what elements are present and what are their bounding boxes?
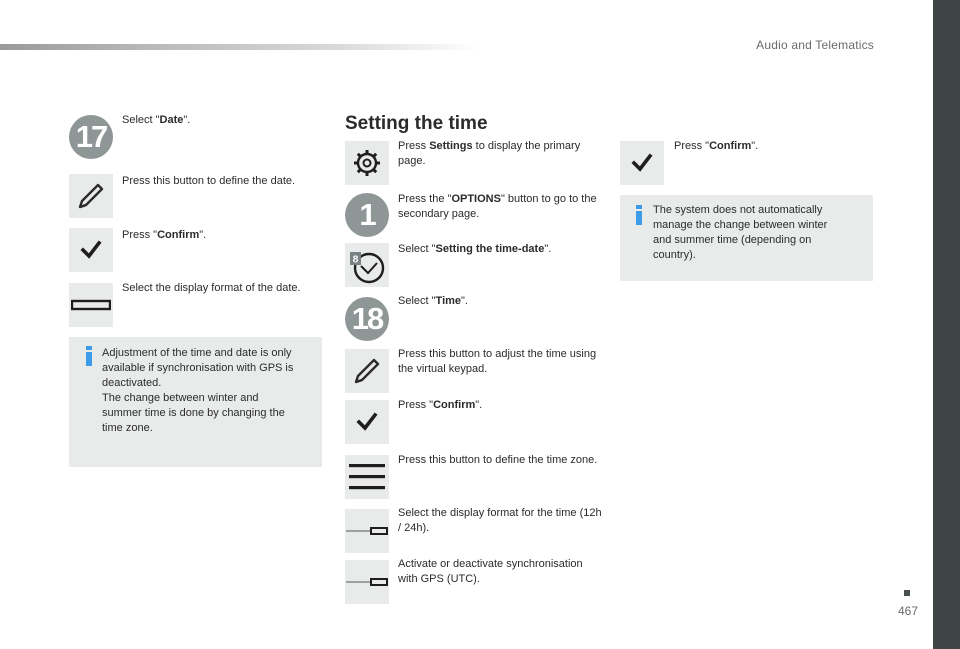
options-text [398,192,603,222]
step-number: 17 [75,119,107,154]
clock-icon [347,245,387,285]
confirm-button-icon [69,228,113,272]
menu-icon [348,461,386,493]
confirm-text [122,228,312,243]
text-part: " button to go to the secondary page. [398,193,597,220]
step-18-badge [345,297,389,341]
display-format-icon [71,298,111,312]
confirm-icon-box-right [620,141,664,185]
date-format-icon-box [69,283,113,327]
bold-term: Setting the time-date [435,243,545,255]
note-line: summer time is done by changing the [102,407,285,419]
note-line: available if synchronisation with GPS is [102,362,294,374]
side-tab [933,0,960,649]
text-part: ". [544,243,552,255]
pencil-icon [351,355,383,387]
settings-icon-box [345,141,389,185]
bold-term: Date [159,114,184,126]
text-part: ". [475,399,483,411]
confirm-time-text [398,398,603,413]
toggle-icon [346,526,388,536]
time-format-icon-box [345,509,389,553]
step-17-badge [69,115,113,159]
svg-text:8: 8 [352,254,359,266]
time-zone-text: Press this button to define the time zone. [398,454,598,466]
step-number: 18 [351,301,383,336]
confirm-text-right [674,139,864,154]
note-line: country). [653,249,696,261]
edit-button-icon [69,174,113,218]
note-line: and summer time (depending on [653,234,812,246]
gear-icon [352,148,382,178]
edit-time-text: Press this button to adjust the time using the virtual keypad. [398,348,597,375]
checkmark-icon [631,152,653,174]
note-line: Adjustment of the time and date is only [102,347,292,359]
checkmark-icon [80,239,102,261]
settings-text [398,139,603,169]
edit-date-text: Press this button to define the date. [122,175,296,187]
note-line: manage the change between winter [653,219,828,231]
time-date-text [398,242,603,257]
time-date-icon-box [345,243,389,287]
text-part: Select " [122,114,160,126]
text-part: ". [461,295,468,307]
step-1-badge [345,193,389,237]
text-part: Press " [398,399,434,411]
date-format-text: Select the display format of the date. [122,282,301,294]
bold-term: Confirm [433,399,476,411]
gps-sync-text: Activate or deactivate synchronisation with GPS (UTC). [398,558,583,585]
text-part: Press the " [398,193,452,205]
time-format-text: Select the display format for the time (12h / 24h). [398,507,602,534]
text-part: Select " [398,295,436,307]
bold-term: Settings [429,140,473,152]
gps-sync-icon-box [345,560,389,604]
text-part: Select " [398,243,436,255]
pencil-icon [75,180,107,212]
text-part: ". [183,114,191,126]
text-part: ". [199,229,207,241]
section-title: Audio and Telematics [756,38,874,52]
bold-term: OPTIONS [451,193,501,205]
time-zone-icon-box [345,455,389,499]
text-part: Press " [122,229,158,241]
toggle-icon [346,577,388,587]
info-icon [84,346,94,366]
info-note-right-text [653,203,868,263]
text-part: to display the primary page. [398,140,581,167]
info-note-left-text [102,346,317,436]
note-line: The system does not automatically [653,204,823,216]
step-number: 1 [359,197,375,232]
confirm-icon-box [345,400,389,444]
bold-term: Confirm [709,140,752,152]
note-line: deactivated. [102,377,162,389]
info-icon [634,205,644,225]
time-select-text [398,294,603,309]
note-line: The change between winter and [102,392,259,404]
page-number: 467 [898,604,919,618]
bold-term: Time [435,295,462,307]
note-line: time zone. [102,422,153,434]
edit-time-icon-box [345,349,389,393]
bold-term: Confirm [157,229,200,241]
text-part: Press " [674,140,710,152]
section-heading: Setting the time [345,113,488,134]
text-part: ". [751,140,759,152]
checkmark-icon [356,411,378,433]
step-17-text [122,113,312,128]
top-decorative-bar [0,44,480,50]
page-marker [904,590,910,596]
text-part: Press [398,140,430,152]
